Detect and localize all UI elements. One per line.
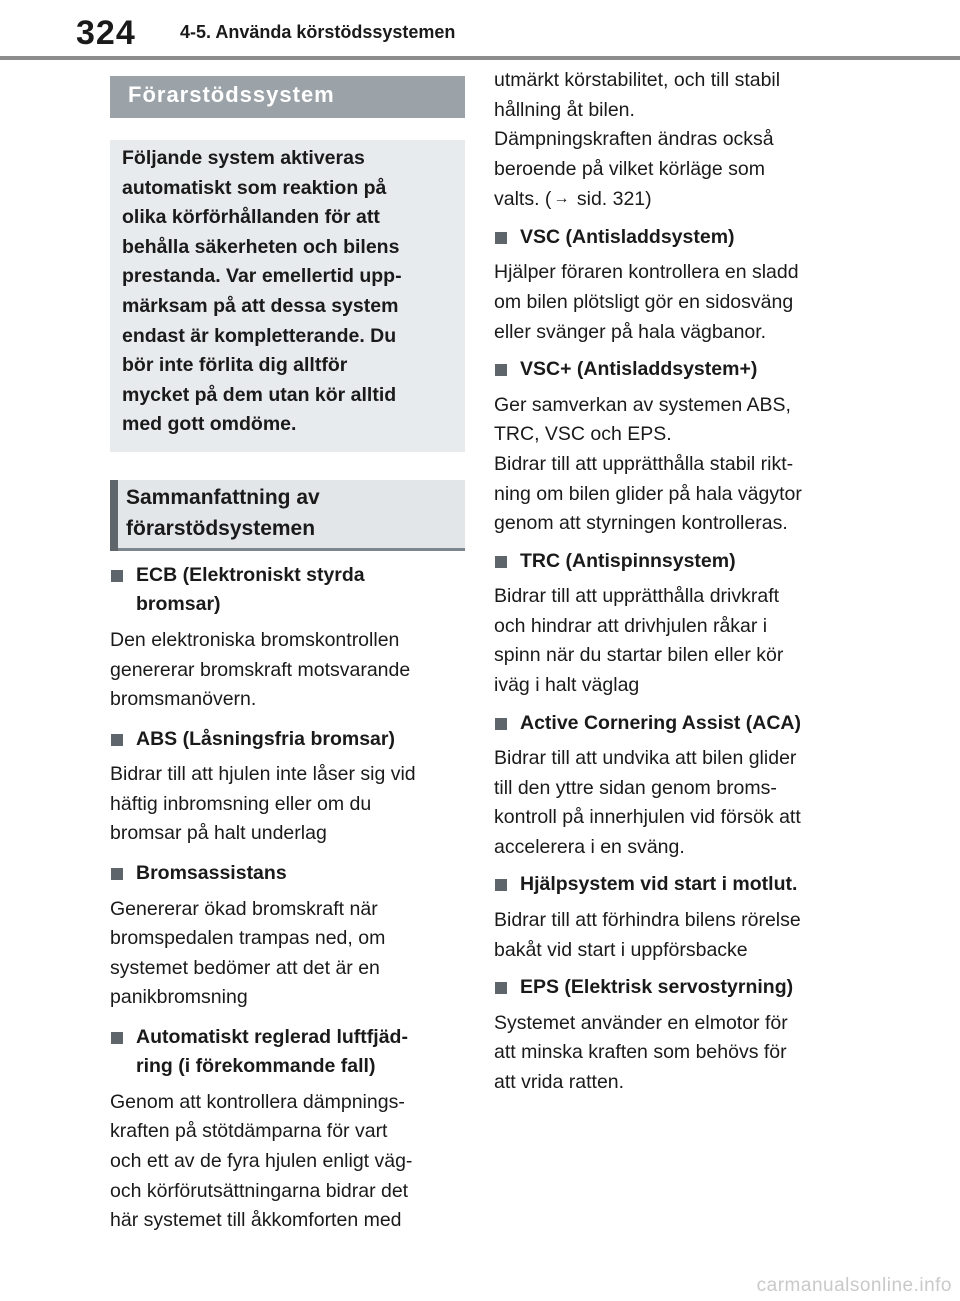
summary-line: Sammanfattning av (126, 485, 320, 509)
body-line: här systemet till åkkomforten med (110, 1209, 402, 1232)
body-line: Genom att kontrollera dämpnings- (110, 1090, 405, 1113)
item-body (494, 391, 844, 539)
body-line: Ger samverkan av systemen ABS, (494, 393, 791, 416)
item-body (110, 626, 465, 715)
intro-line: olika körförhållanden för att (122, 206, 380, 229)
body-line: kraften på stötdämparna för vart (110, 1120, 388, 1143)
square-bullet-icon (495, 232, 507, 244)
chapter-title: 4-5. Använda körstödssystemen (180, 22, 456, 42)
item-body (494, 1009, 844, 1098)
body-line: accelerera i en sväng. (494, 835, 685, 858)
page-number: 324 (76, 14, 136, 52)
square-bullet-icon (495, 982, 507, 994)
heading-line: TRC (Antispinnsystem) (520, 549, 736, 572)
watermark: carmanualsonline.info (756, 1275, 952, 1296)
item-body (494, 906, 844, 965)
body-line: genom att styrningen kontrolleras. (494, 512, 788, 535)
body-line: bakåt vid start i uppförsbacke (494, 938, 748, 961)
body-line: Systemet använder en elmotor för (494, 1011, 788, 1034)
item-luftfjadring (110, 1023, 465, 1236)
item-aca (494, 709, 844, 863)
item-body (494, 582, 844, 700)
body-line: eller svänger på hala vägbanor. (494, 320, 767, 343)
item-heading (110, 561, 465, 620)
body-line: genererar bromskraft motsvarande (110, 658, 411, 681)
item-heading (110, 725, 465, 755)
continuation-text (494, 66, 844, 215)
item-body (494, 258, 844, 347)
heading-line: EPS (Elektrisk servostyrning) (520, 976, 794, 999)
item-heading (494, 973, 844, 1003)
body-line: Den elektroniska bromskontrollen (110, 628, 400, 651)
header-divider (0, 56, 960, 60)
body-line: Genererar ökad bromskraft när (110, 897, 378, 920)
item-heading (494, 709, 844, 739)
item-heading (494, 223, 844, 253)
body-line: Bidrar till att hjulen inte låser sig vid (110, 763, 416, 786)
body-line: panikbromsning (110, 986, 248, 1009)
body-line: och hindrar att drivhjulen råkar i (494, 614, 768, 637)
item-heading (110, 859, 465, 889)
body-line: Dämpningskraften ändras också (494, 128, 774, 151)
item-ecb (110, 561, 465, 715)
body-line: Bidrar till att undvika att bilen glider (494, 747, 797, 770)
body-line: ning om bilen glider på hala vägytor (494, 482, 802, 505)
square-bullet-icon (111, 868, 123, 880)
body-line: bromsmanövern. (110, 688, 257, 711)
reference-prefix: valts. ( (494, 188, 552, 211)
heading-line: Automatiskt reglerad luftfjäd- (136, 1025, 408, 1048)
body-line: bromsar på halt underlag (110, 822, 327, 845)
summary-line: förarstödsystemen (126, 516, 316, 540)
right-column (494, 66, 844, 1097)
right-arrow-icon: → (553, 190, 570, 208)
heading-line: Active Cornering Assist (ACA) (520, 711, 801, 734)
intro-line: med gott omdöme. (122, 413, 297, 436)
intro-line: endast är kompletterande. Du (122, 324, 397, 347)
intro-line: märksam på att dessa system (122, 294, 399, 317)
heading-line: Bromsassistans (136, 862, 287, 884)
item-body (110, 895, 465, 1013)
page-header (0, 0, 960, 62)
body-line: att minska kraften som behövs för (494, 1041, 787, 1064)
intro-line: automatiskt som reaktion på (122, 176, 387, 199)
item-body (110, 760, 465, 849)
body-line: Bidrar till att förhindra bilens rörelse (494, 908, 801, 931)
item-heading (494, 870, 844, 900)
intro-line: mycket på dem utan kör alltid (122, 383, 397, 406)
square-bullet-icon (495, 364, 507, 376)
body-line: hållning åt bilen. (494, 98, 635, 121)
item-eps (494, 973, 844, 1097)
heading-line: VSC (Antisladdsystem) (520, 225, 735, 248)
item-heading (494, 547, 844, 577)
page-reference-line (494, 184, 844, 215)
intro-line: bör inte förlita dig alltför (122, 354, 348, 377)
left-column (110, 76, 465, 1236)
body-line: utmärkt körstabilitet, och till stabil (494, 69, 781, 91)
section-banner: Förarstödssystem (110, 76, 465, 118)
item-heading (110, 1023, 465, 1082)
heading-line: Hjälpsystem vid start i motlut. (520, 873, 798, 896)
body-line: kontroll på innerhjulen vid försök att (494, 806, 801, 829)
item-abs (110, 725, 465, 849)
body-line: bromspedalen trampas ned, om (110, 927, 386, 950)
body-line: beroende på vilket körläge som (494, 157, 765, 180)
square-bullet-icon (495, 879, 507, 891)
body-line: att vrida ratten. (494, 1070, 625, 1093)
item-vsc-plus (494, 355, 844, 538)
item-trc (494, 547, 844, 701)
body-line: Hjälper föraren kontrollera en sladd (494, 261, 799, 284)
heading-line: VSC+ (Antisladdsystem+) (520, 358, 758, 381)
intro-line: prestanda. Var emellertid upp- (122, 265, 402, 288)
body-line: till den yttre sidan genom broms- (494, 776, 777, 799)
item-vsc (494, 223, 844, 347)
square-bullet-icon (111, 570, 123, 582)
page-reference-link[interactable]: sid. 321) (571, 188, 652, 211)
heading-line: bromsar) (136, 593, 221, 616)
body-line: om bilen plötsligt gör en sidosväng (494, 291, 794, 314)
summary-heading (110, 480, 465, 551)
item-body (494, 744, 844, 862)
square-bullet-icon (495, 718, 507, 730)
square-bullet-icon (111, 734, 123, 746)
square-bullet-icon (495, 556, 507, 568)
item-hill-start (494, 870, 844, 965)
body-line: Bidrar till att upprätthålla drivkraft (494, 585, 780, 608)
intro-box (110, 140, 465, 452)
intro-line: behålla säkerheten och bilens (122, 235, 400, 258)
intro-line: Följande system aktiveras (122, 147, 365, 169)
body-line: Bidrar till att upprätthålla stabil rikt- (494, 452, 794, 475)
body-line: spinn när du startar bilen eller kör (494, 644, 784, 667)
heading-line: ABS (Låsningsfria bromsar) (136, 727, 395, 750)
body-line: TRC, VSC och EPS. (494, 423, 672, 446)
body-line: systemet bedömer att det är en (110, 956, 380, 979)
item-heading (494, 355, 844, 385)
body-line: iväg i halt väglag (494, 674, 640, 696)
item-bromsassistans (110, 859, 465, 1013)
body-line: häftig inbromsning eller om du (110, 792, 372, 815)
body-line: och körförutsättningarna bidrar det (110, 1179, 409, 1202)
square-bullet-icon (111, 1032, 123, 1044)
heading-line: ECB (Elektroniskt styrda (136, 563, 365, 586)
heading-line: ring (i förekommande fall) (136, 1055, 376, 1078)
body-line: och ett av de fyra hjulen enligt väg- (110, 1150, 413, 1173)
item-body (110, 1088, 465, 1236)
